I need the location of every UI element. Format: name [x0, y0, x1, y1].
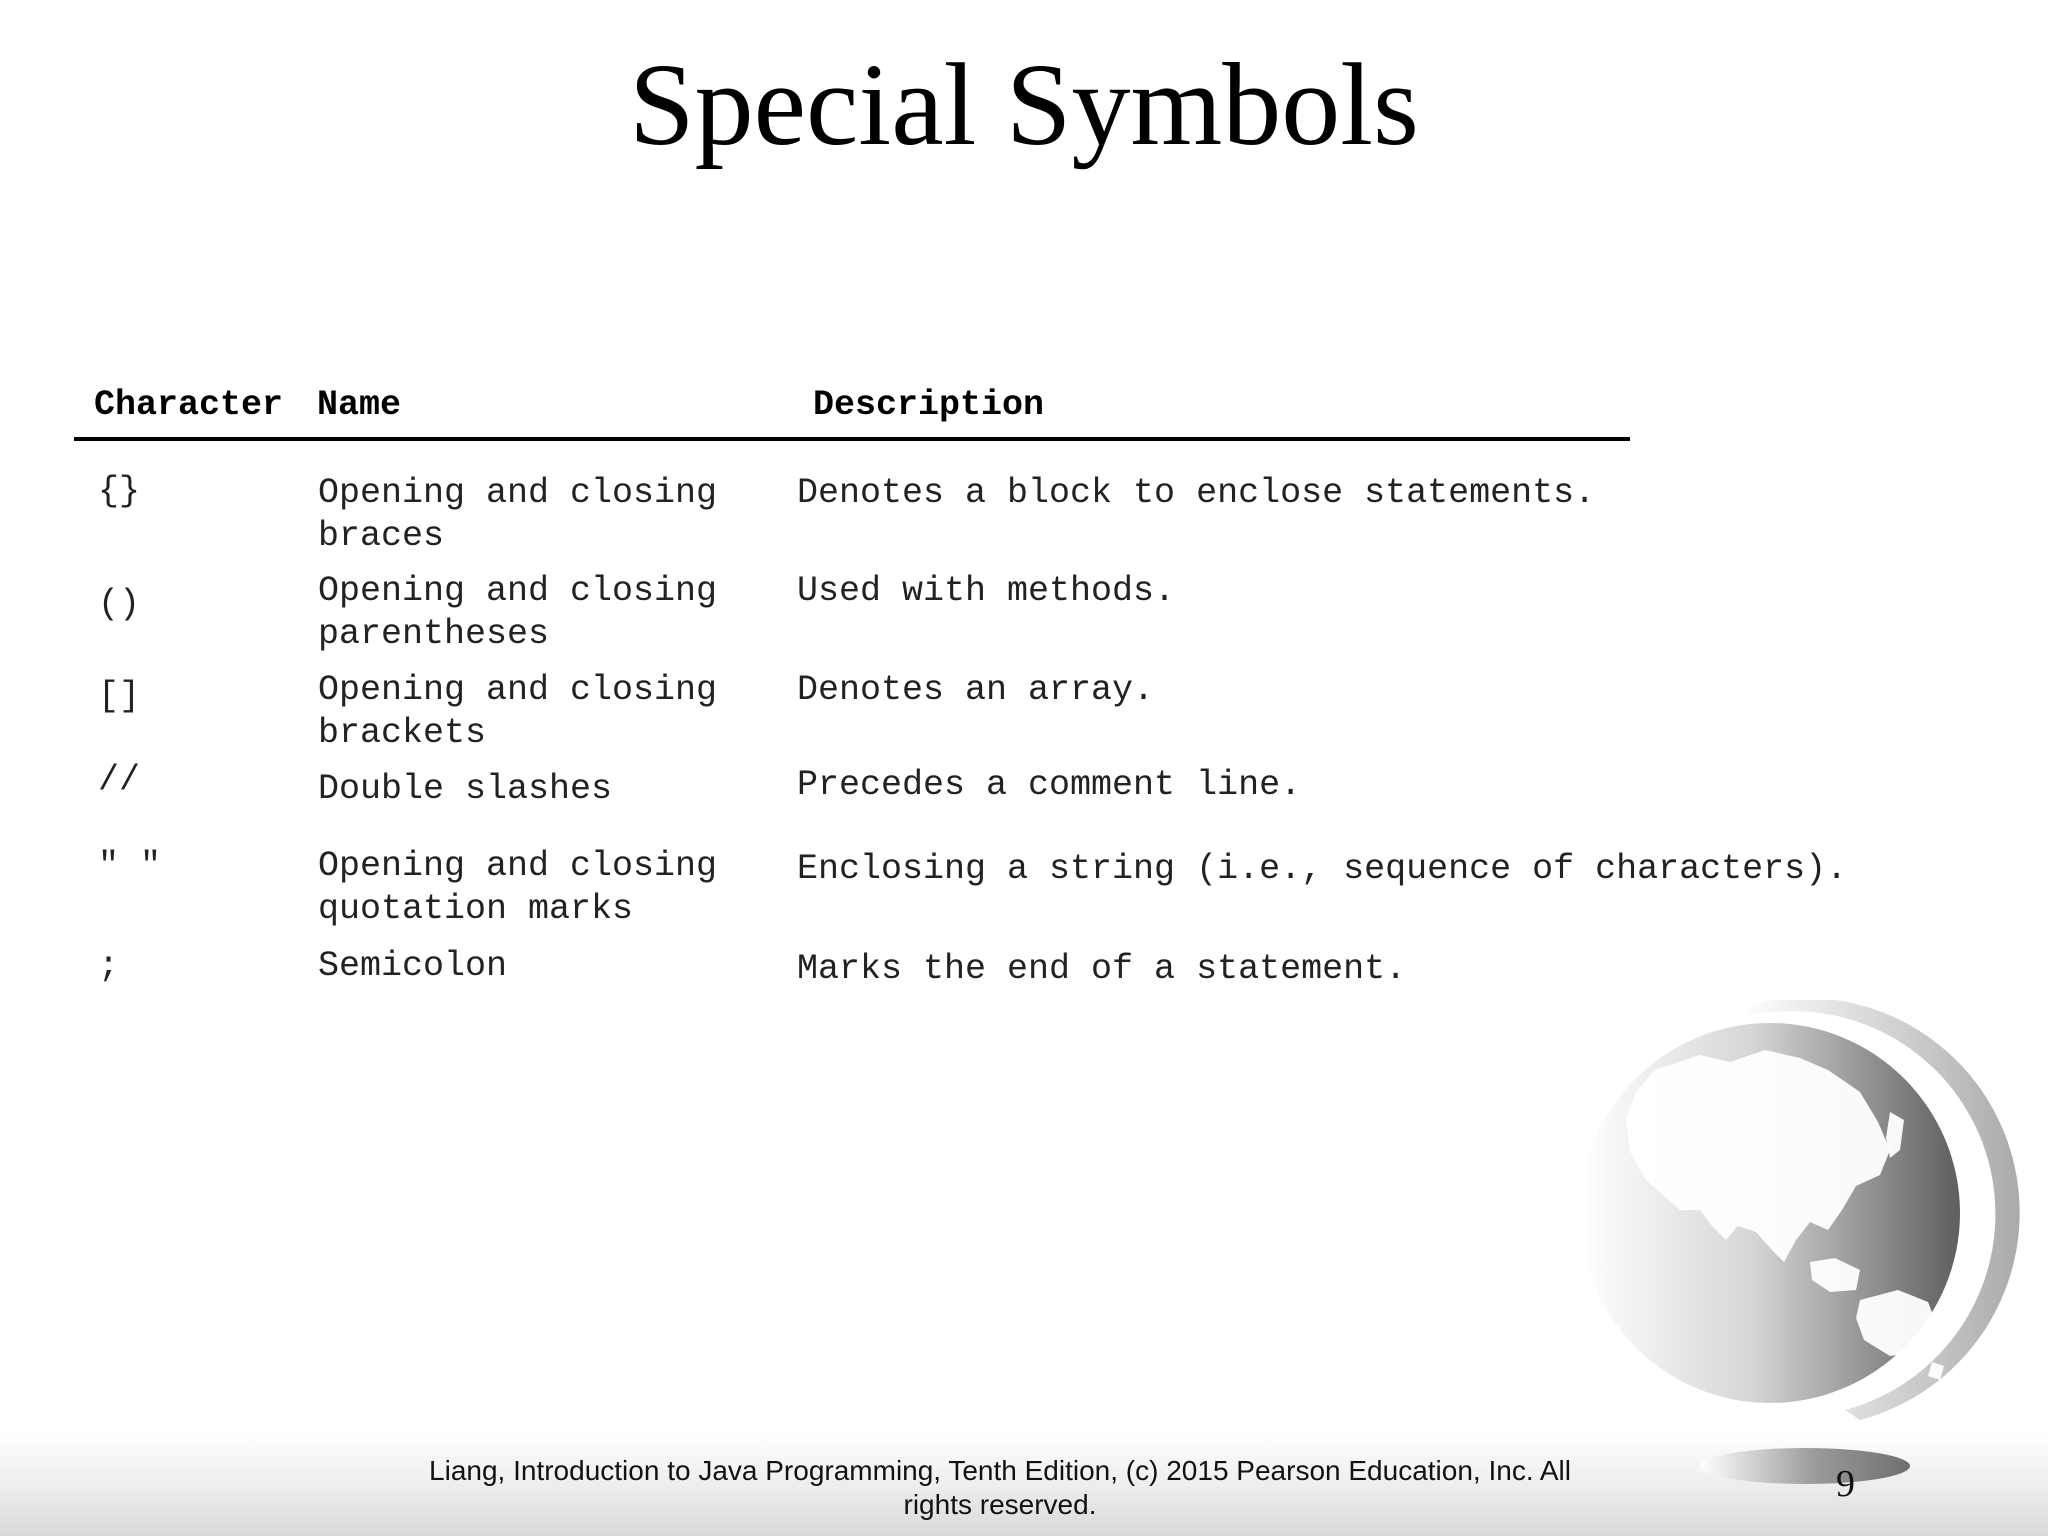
- header-divider: [74, 437, 1630, 441]
- row-4-character: //: [98, 760, 141, 800]
- row-3-character: []: [98, 676, 141, 716]
- row-6-description: Marks the end of a statement.: [797, 949, 1407, 989]
- header-description: Description: [813, 385, 1045, 425]
- page-number-tab: [1700, 1448, 1910, 1484]
- row-1-name-line2: braces: [318, 516, 445, 556]
- row-5-character: " ": [98, 846, 162, 886]
- globe-icon: [1560, 1000, 2040, 1430]
- row-5-description: Enclosing a string (i.e., sequence of characters).: [797, 849, 1848, 889]
- row-2-character: (): [98, 584, 141, 624]
- header-name: Name: [317, 385, 402, 425]
- row-3-description: Denotes an array.: [797, 670, 1155, 710]
- row-3-name-line2: brackets: [318, 713, 487, 753]
- page-number: 9: [1836, 1463, 1855, 1505]
- slide-title: Special Symbols: [629, 39, 1419, 170]
- row-3-name-line1: Opening and closing: [318, 670, 718, 710]
- row-1-character: {}: [98, 471, 141, 511]
- row-6-character: ;: [98, 946, 120, 986]
- row-2-name-line2: parentheses: [318, 614, 550, 654]
- row-5-name-line2: quotation marks: [318, 889, 634, 929]
- row-6-name-line1: Semicolon: [318, 946, 508, 986]
- row-2-name-line1: Opening and closing: [318, 571, 718, 611]
- row-1-description: Denotes a block to enclose statements.: [797, 473, 1596, 513]
- footer-line-1: Liang, Introduction to Java Programming, Tenth Edition, (c) 2015 Pearson Education, Inc. All: [429, 1455, 1571, 1486]
- row-5-name-line1: Opening and closing: [318, 846, 718, 886]
- row-4-description: Precedes a comment line.: [797, 765, 1302, 805]
- row-1-name-line1: Opening and closing: [318, 473, 718, 513]
- row-2-description: Used with methods.: [797, 571, 1176, 611]
- footer-copyright: [400, 1454, 1600, 1522]
- footer-line-2: rights reserved.: [903, 1489, 1097, 1520]
- header-character: Character: [94, 385, 284, 425]
- row-4-name-line1: Double slashes: [318, 769, 613, 809]
